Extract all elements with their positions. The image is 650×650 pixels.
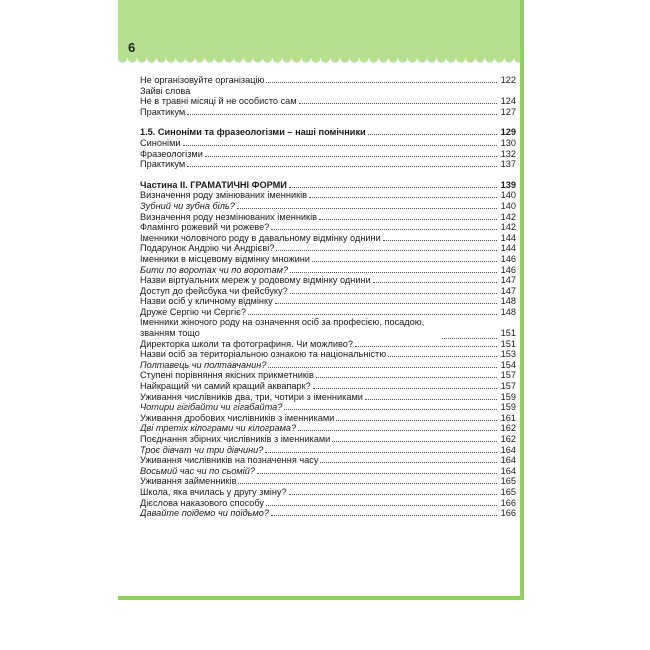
right-green-border <box>520 0 524 600</box>
dot-leader <box>187 107 497 115</box>
toc-entry <box>140 243 516 254</box>
toc-entry <box>140 434 516 445</box>
toc-entry <box>140 75 516 86</box>
toc-entry-title: Частина ІІ. ГРАМАТИЧНІ ФОРМИ <box>140 179 287 190</box>
dot-leader <box>299 96 497 104</box>
dot-leader <box>373 275 497 283</box>
toc-entry <box>140 180 516 191</box>
toc-entry-title: Зубний чи зубна біль? <box>140 200 235 211</box>
toc-entry-page: 142 <box>500 211 516 222</box>
toc-entry-page: 140 <box>500 190 516 201</box>
toc-entry-page: 165 <box>500 476 516 487</box>
top-green-band <box>118 0 524 58</box>
dot-leader <box>257 466 497 474</box>
scallop-bump <box>263 53 272 62</box>
toc-entry-page: 139 <box>500 179 516 190</box>
scallop-bump <box>340 53 349 62</box>
toc-entry <box>140 86 516 97</box>
scallop-bump <box>408 53 417 62</box>
dot-leader <box>238 476 497 484</box>
toc-entry-title: Назви віртуальних мереж у родовому відмінку однини <box>140 275 371 286</box>
toc-entry <box>140 127 516 138</box>
dot-leader <box>309 190 497 198</box>
toc-entry <box>140 413 516 424</box>
toc-entry-title: Уживання числівників на позначення часу <box>140 455 319 466</box>
dot-leader <box>265 445 497 453</box>
toc-entry <box>140 307 516 318</box>
section-gap <box>140 170 516 180</box>
dot-leader <box>319 212 497 220</box>
section-gap <box>140 117 516 127</box>
dot-leader <box>313 381 497 389</box>
toc-entry-page: 148 <box>500 306 516 317</box>
toc-entry-title: Доступ до фейсбука чи фейсбуку? <box>140 285 288 296</box>
dot-leader <box>266 498 497 506</box>
dot-leader <box>290 286 497 294</box>
toc-entry <box>140 445 516 456</box>
scallop-bump <box>224 53 233 62</box>
toc-entry <box>140 381 516 392</box>
toc-entry <box>140 107 516 118</box>
dot-leader <box>442 331 497 339</box>
toc-entry <box>140 339 516 350</box>
toc-entry-title: Бити по воротах чи по воротам? <box>140 264 288 275</box>
toc-entry-title: Восьмий час чи по сьомій? <box>140 465 255 476</box>
toc-entry-page: 165 <box>500 486 516 497</box>
toc-entry-title: Найкращий чи самий кращий аквапарк? <box>140 381 311 392</box>
toc-entry <box>140 360 516 371</box>
toc-entry-page: 164 <box>500 465 516 476</box>
scallop-bump <box>475 53 484 62</box>
toc-entry <box>140 254 516 265</box>
scallop-bump <box>437 53 446 62</box>
toc-entry-title: Не в травні місяці й не особисто сам <box>140 96 297 107</box>
toc-entry <box>140 317 516 338</box>
toc-entry <box>140 149 516 160</box>
scallop-bump <box>157 53 166 62</box>
scallop-bump <box>360 53 369 62</box>
scallop-bump <box>388 53 397 62</box>
scallop-bump <box>186 53 195 62</box>
toc-entry <box>140 487 516 498</box>
scallop-bump <box>118 53 127 62</box>
dot-leader <box>368 127 497 135</box>
dot-leader <box>298 423 497 431</box>
toc-entry <box>140 286 516 297</box>
toc-entry-page: 144 <box>500 232 516 243</box>
toc-entry-title: Визначення роду змінюваних іменників <box>140 190 308 201</box>
dot-leader <box>289 180 497 188</box>
scallop-bump <box>379 53 388 62</box>
toc-entry <box>140 392 516 403</box>
toc-entry-title: Уживання числівників два, три, чотири з іменниками <box>140 391 363 402</box>
toc-entry-page: 122 <box>500 75 516 85</box>
dot-leader <box>312 254 497 262</box>
toc-entry-page: 146 <box>500 253 516 264</box>
scallop-bump <box>427 53 436 62</box>
toc-entry <box>140 349 516 360</box>
toc-entry-title: Друже Сергію чи Сергіє? <box>140 306 246 317</box>
toc-entry-title: Школа, яка вчилась у другу зміну? <box>140 486 287 497</box>
toc-entry <box>140 275 516 286</box>
toc-entry-page: 162 <box>500 434 516 444</box>
toc-entry-page: 132 <box>500 148 516 159</box>
dot-leader <box>271 508 497 516</box>
toc-entry-page: 147 <box>500 285 516 296</box>
dot-leader <box>192 87 497 94</box>
scallop-bump <box>466 53 475 62</box>
toc-entry-title: Уживання займенників <box>140 476 237 487</box>
toc-entry <box>140 423 516 434</box>
toc-entry-page: 153 <box>500 349 516 360</box>
toc-entry-title: Іменники жіночого роду на означення осіб за професією, посадою, званням тощо <box>140 317 425 339</box>
toc-entry-page: 157 <box>500 370 516 381</box>
toc-entry-page: 151 <box>500 328 516 339</box>
dot-leader <box>332 434 497 442</box>
toc-entry <box>140 296 516 307</box>
toc-entry <box>140 466 516 477</box>
table-of-contents <box>140 75 516 519</box>
toc-entry <box>140 233 516 244</box>
dot-leader <box>289 487 497 495</box>
scallop-bump <box>166 53 175 62</box>
toc-entry <box>140 222 516 233</box>
scallop-bump <box>398 53 407 62</box>
toc-entry <box>140 498 516 509</box>
toc-entry-title: Уживання дробових числівників з іменниками <box>140 412 335 423</box>
toc-entry-page: 144 <box>500 243 516 254</box>
toc-entry <box>140 201 516 212</box>
scallop-bump <box>495 53 504 62</box>
toc-entry-title: Полтавець чи полтавчанин? <box>140 359 267 370</box>
dot-leader <box>266 75 497 83</box>
scallop-bump <box>253 53 262 62</box>
toc-entry-title: Троє дівчат чи три дівчини? <box>140 444 264 455</box>
toc-entry <box>140 476 516 487</box>
dot-leader <box>383 233 497 241</box>
dot-leader <box>205 149 497 157</box>
toc-entry <box>140 212 516 223</box>
toc-entry-page: 140 <box>500 200 516 211</box>
toc-entry-title: Дві третіх кілограми чи кілограма? <box>140 423 297 434</box>
scallop-bump <box>302 53 311 62</box>
toc-entry-title: Зайві слова <box>140 85 191 96</box>
scallop-bump <box>369 53 378 62</box>
toc-entry-title: Практикум <box>140 159 186 170</box>
toc-entry-page: 164 <box>500 444 516 455</box>
scallop-bump <box>292 53 301 62</box>
toc-entry-page: 146 <box>500 264 516 275</box>
toc-entry-page: 147 <box>500 275 516 286</box>
toc-entry-page: 154 <box>500 359 516 370</box>
toc-entry-page: 127 <box>500 106 516 117</box>
scallop-bump <box>350 53 359 62</box>
toc-entry-title: Назви осіб у кличному відмінку <box>140 296 273 307</box>
scallop-bump <box>176 53 185 62</box>
toc-entry-title: Іменники чоловічого роду в давальному відмінку однини <box>140 232 381 243</box>
toc-entry-page: 124 <box>500 96 516 107</box>
scalloped-edge <box>118 52 524 66</box>
scallop-bump <box>485 53 494 62</box>
toc-entry <box>140 96 516 107</box>
dot-leader <box>388 349 497 357</box>
toc-entry-page: 137 <box>500 159 516 170</box>
scallop-bump <box>205 53 214 62</box>
book-page <box>118 0 524 600</box>
dot-leader <box>187 159 497 167</box>
scallop-bump <box>417 53 426 62</box>
toc-entry-title: Подарунок Андрію чи Андрієві? <box>140 243 275 254</box>
toc-entry-page: 142 <box>500 222 516 233</box>
toc-entry <box>140 508 516 519</box>
toc-entry-title: Директорка школи та фотографиня. Чи можливо? <box>140 338 353 349</box>
dot-leader <box>237 201 497 209</box>
dot-leader <box>275 296 497 304</box>
dot-leader <box>290 265 497 273</box>
toc-entry-title: Іменники в місцевому відмінку множини <box>140 253 310 264</box>
toc-entry-title: Практикум <box>140 106 186 117</box>
toc-entry-title: Чотири гігібайти чи гігабайта? <box>140 402 283 413</box>
dot-leader <box>248 307 497 315</box>
dot-leader <box>365 392 497 400</box>
scallop-bump <box>273 53 282 62</box>
scallop-bump <box>321 53 330 62</box>
toc-entry-title: 1.5. Синоніми та фразеологізми – наші помічники <box>140 127 366 138</box>
dot-leader <box>336 413 497 421</box>
dot-leader <box>284 402 497 410</box>
toc-entry-page: 159 <box>500 402 516 413</box>
toc-entry-title: Назви осіб за територіальною ознакою та національністю <box>140 349 387 360</box>
toc-entry-page: 151 <box>500 338 516 349</box>
toc-entry <box>140 402 516 413</box>
toc-entry-title: Дієслова наказового способу <box>140 497 265 508</box>
scallop-bump <box>282 53 291 62</box>
scallop-bump <box>311 53 320 62</box>
toc-entry-title: Синоніми <box>140 137 181 148</box>
toc-entry-title: Поєднання збірних числівників з іменниками <box>140 434 331 444</box>
dot-leader <box>271 222 497 230</box>
toc-entry-page: 159 <box>500 391 516 402</box>
dot-leader <box>316 370 497 378</box>
dot-leader <box>276 243 497 251</box>
dot-leader <box>355 339 497 347</box>
scallop-bump <box>195 53 204 62</box>
toc-entry-title: Визначення роду незмінюваних іменників <box>140 211 317 222</box>
toc-entry-title: Фламінго рожевий чи рожеве? <box>140 222 270 233</box>
toc-entry-page: 162 <box>500 423 516 434</box>
scallop-bump <box>234 53 243 62</box>
toc-entry-title: Фразеологізми <box>140 148 203 159</box>
scallop-bump <box>504 53 513 62</box>
toc-entry <box>140 370 516 381</box>
toc-entry-title: Давайте поїдемо чи поїдьмо? <box>140 508 270 519</box>
toc-entry-page: 161 <box>500 412 516 423</box>
toc-entry-title: Не організовуйте організацію <box>140 75 265 85</box>
toc-entry-page: 129 <box>500 127 516 138</box>
toc-entry <box>140 455 516 466</box>
dot-leader <box>320 455 497 463</box>
scallop-bump <box>456 53 465 62</box>
bottom-green-border <box>118 596 524 600</box>
toc-entry-title: Ступені порівняння якісних прикметників <box>140 370 314 381</box>
scallop-bump <box>147 53 156 62</box>
toc-entry <box>140 138 516 149</box>
toc-entry <box>140 265 516 276</box>
toc-entry-page: 148 <box>500 296 516 307</box>
toc-entry-page: 130 <box>500 137 516 148</box>
scallop-bump <box>446 53 455 62</box>
toc-entry <box>140 190 516 201</box>
scallop-bump <box>244 53 253 62</box>
toc-entry-page: 164 <box>500 455 516 466</box>
toc-entry <box>140 159 516 170</box>
toc-entry-page: 157 <box>500 381 516 392</box>
dot-leader <box>268 360 497 368</box>
scallop-bump <box>331 53 340 62</box>
toc-entry-page: 166 <box>500 508 516 519</box>
scallop-bump <box>137 53 146 62</box>
scallop-bump <box>215 53 224 62</box>
dot-leader <box>183 138 497 146</box>
toc-entry-page: 166 <box>500 497 516 508</box>
page-number: 6 <box>128 40 136 55</box>
